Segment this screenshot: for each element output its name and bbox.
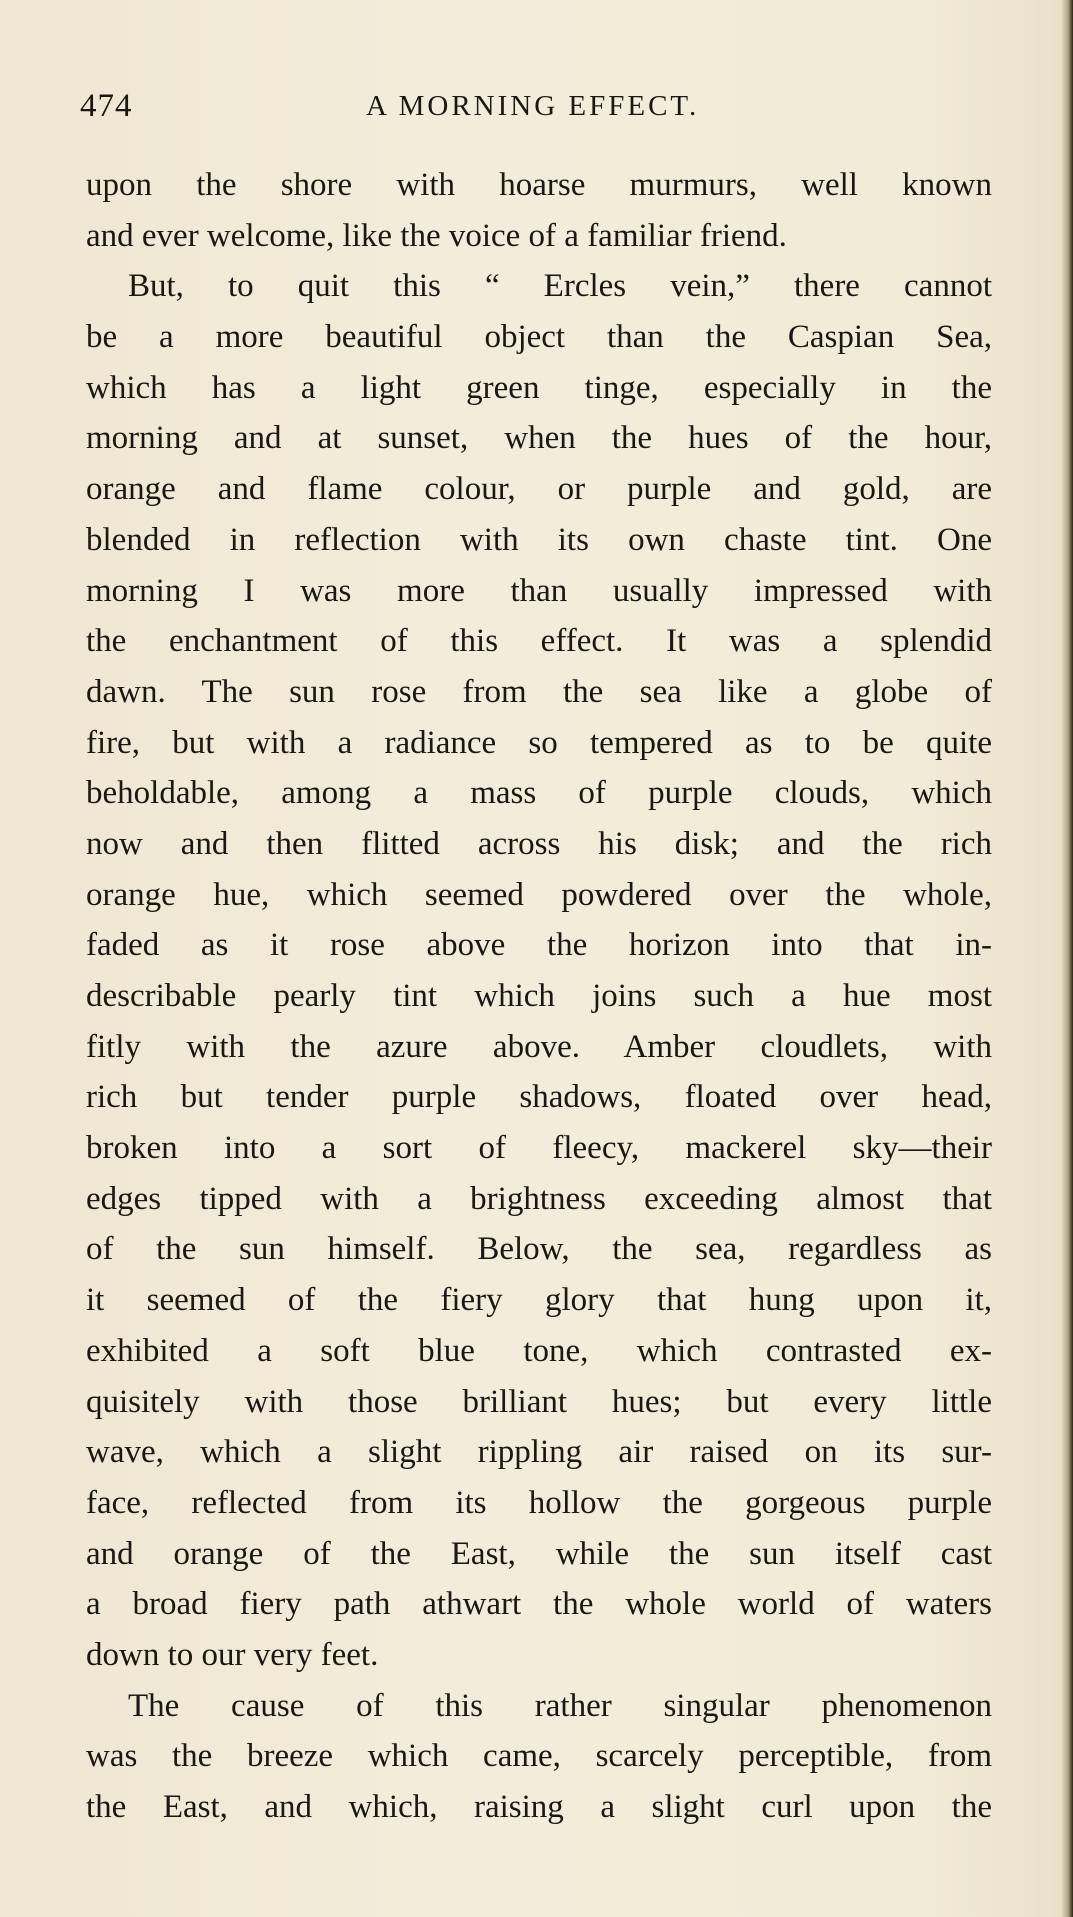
text-line: down to our very feet.	[86, 1636, 379, 1673]
text-line: orange hue, which seemed powdered over the whole,	[86, 876, 992, 913]
text-line: face, reflected from its hollow the gorgeous purple	[86, 1484, 992, 1521]
page-edge-shadow	[1061, 0, 1073, 1917]
text-line: which has a light green tinge, especially in the	[86, 369, 992, 406]
text-line: rich but tender purple shadows, floated over head,	[86, 1079, 992, 1116]
text-line: wave, which a slight rippling air raised on its sur-	[86, 1434, 992, 1471]
text-line: a broad fiery path athwart the whole world of waters	[86, 1586, 992, 1623]
text-line: fitly with the azure above. Amber cloudlets, with	[86, 1028, 992, 1065]
text-line: morning I was more than usually impressed with	[86, 572, 992, 609]
page-number: 474	[80, 88, 133, 124]
text-line: quisitely with those brilliant hues; but every little	[86, 1383, 992, 1420]
text-line: beholdable, among a mass of purple clouds, which	[86, 775, 992, 812]
text-line: The cause of this rather singular phenomenon	[128, 1687, 992, 1724]
text-line: now and then flitted across his disk; and the rich	[86, 825, 992, 862]
text-line: But, to quit this “ Ercles vein,” there cannot	[128, 268, 992, 305]
text-line: morning and at sunset, when the hues of the hour,	[86, 420, 992, 457]
text-line: and orange of the East, while the sun itself cast	[86, 1535, 992, 1572]
text-line: dawn. The sun rose from the sea like a globe of	[86, 673, 992, 710]
text-line: be a more beautiful object than the Caspian Sea,	[86, 319, 992, 356]
text-line: describable pearly tint which joins such a hue most	[86, 978, 992, 1014]
text-line: the East, and which, raising a slight curl upon the	[86, 1789, 992, 1825]
page-header	[80, 88, 980, 132]
text-line: blended in reflection with its own chaste tint. One	[86, 521, 992, 558]
text-line: edges tipped with a brightness exceeding almost that	[86, 1180, 992, 1217]
text-line: and ever welcome, like the voice of a familiar friend.	[86, 217, 787, 254]
text-line: orange and flame colour, or purple and gold, are	[86, 471, 992, 508]
running-head: A MORNING EFFECT.	[366, 90, 700, 122]
text-line: was the breeze which came, scarcely perceptible, from	[86, 1738, 992, 1775]
text-line: the enchantment of this effect. It was a splendid	[86, 623, 992, 660]
text-line: broken into a sort of fleecy, mackerel sky—their	[86, 1130, 992, 1167]
text-line: upon the shore with hoarse murmurs, well known	[86, 167, 992, 203]
text-line: exhibited a soft blue tone, which contrasted ex-	[86, 1332, 992, 1369]
body-text	[86, 160, 992, 1833]
text-line: of the sun himself. Below, the sea, regardless as	[86, 1231, 992, 1268]
text-line: faded as it rose above the horizon into that in-	[86, 927, 992, 964]
text-line: fire, but with a radiance so tempered as to be quite	[86, 724, 992, 761]
text-line: it seemed of the fiery glory that hung upon it,	[86, 1282, 992, 1319]
